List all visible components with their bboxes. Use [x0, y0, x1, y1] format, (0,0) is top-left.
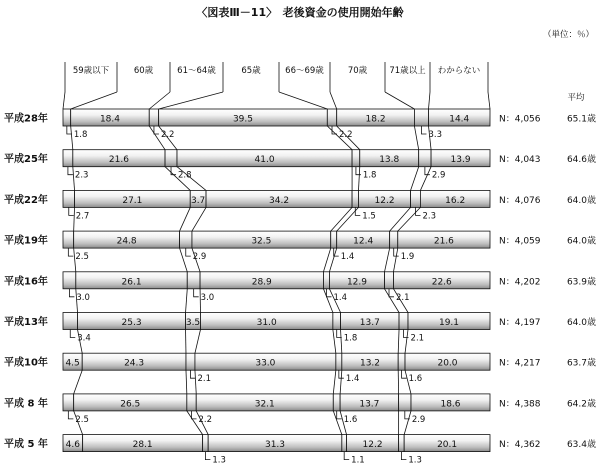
sample-size: N：4,056: [499, 114, 541, 125]
value-label: 2.9: [192, 252, 207, 263]
value-label: 12.4: [353, 236, 374, 247]
average-header: 平均: [567, 93, 585, 103]
value-label: 39.5: [232, 114, 254, 125]
callout-leader: [154, 126, 159, 134]
callout-leader: [326, 289, 331, 297]
value-label: 13.7: [359, 318, 380, 328]
value-label: 13.7: [359, 399, 380, 410]
connector-line: [390, 207, 411, 231]
bar-segment: [187, 394, 196, 411]
category-divider: [429, 92, 430, 109]
value-label: 16.2: [445, 195, 466, 206]
connector-line: [341, 330, 342, 354]
bar-segment: [333, 313, 341, 330]
value-label: 2.5: [75, 414, 89, 425]
category-divider: [71, 92, 117, 109]
bar-segment: [327, 109, 336, 126]
category-label: 70歳: [347, 66, 368, 76]
category-divider: [488, 92, 490, 109]
sample-size: N：4,388: [499, 399, 541, 410]
value-label: 3.0: [200, 292, 215, 303]
average-age: 65.1歳: [566, 114, 596, 125]
value-label: 21.6: [433, 236, 454, 247]
value-label: 34.2: [269, 195, 290, 206]
bar-segment: [399, 313, 408, 330]
category-divider: [279, 92, 327, 109]
connector-line: [74, 207, 75, 231]
connector-line: [186, 370, 187, 394]
bar-segment: [411, 190, 421, 207]
bar-segment: [63, 394, 74, 411]
callout-leader: [70, 330, 75, 338]
value-label: 32.5: [251, 236, 272, 247]
value-label: 28.9: [251, 277, 272, 288]
value-label: 1.3: [212, 455, 226, 464]
bar-segment: [63, 272, 76, 289]
bar-segment: [385, 272, 394, 289]
value-label: 26.1: [121, 277, 142, 288]
year-label: 平成10年: [4, 357, 48, 369]
value-label: 3.7: [190, 195, 206, 206]
callout-leader: [68, 167, 73, 175]
value-label: 12.2: [362, 440, 383, 451]
callout-leader: [194, 289, 199, 297]
value-label: 1.6: [343, 414, 358, 425]
callout-leader: [344, 452, 349, 460]
category-divider: [159, 92, 223, 109]
connector-line: [414, 126, 418, 150]
average-age: 63.4歳: [566, 440, 596, 451]
bar-segment: [165, 150, 177, 167]
connector-line: [405, 330, 408, 354]
bar-segment: [186, 353, 195, 370]
value-label: 19.1: [438, 318, 460, 328]
year-label: 平成28年: [4, 113, 48, 125]
value-label: 2.9: [431, 170, 446, 181]
value-label: 2.7: [75, 211, 90, 222]
value-label: 1.8: [73, 130, 88, 140]
bar-segment: [333, 394, 340, 411]
bar-segment: [63, 109, 71, 126]
value-label: 31.3: [264, 440, 286, 451]
bar-segment: [323, 272, 329, 289]
value-label: 1.8: [362, 170, 377, 181]
value-label: 2.8: [178, 170, 192, 181]
value-label: 22.6: [431, 277, 452, 288]
value-label: 18.4: [99, 114, 120, 125]
bar-segment: [390, 231, 398, 248]
callout-leader: [186, 248, 191, 256]
connector-line: [411, 167, 419, 191]
connector-line: [340, 370, 342, 394]
sample-size: N：4,059: [499, 236, 541, 247]
value-label: 1.4: [333, 292, 347, 303]
value-label: 1.4: [345, 374, 360, 385]
value-label: 2.2: [160, 130, 175, 140]
bar-segment: [63, 150, 73, 167]
value-label: 2.2: [198, 414, 213, 425]
value-label: 33.0: [255, 358, 276, 369]
value-label: 2.2: [339, 130, 353, 140]
connector-line: [420, 167, 431, 191]
bar-segment: [331, 231, 337, 248]
category-label: 66～69歳: [285, 66, 324, 76]
category-label: 65歳: [241, 66, 261, 76]
connector-line: [195, 370, 196, 394]
bar-segment: [63, 190, 75, 207]
callout-leader: [356, 167, 361, 175]
connector-line: [398, 207, 421, 231]
value-label: 3.5: [185, 318, 201, 328]
unit-label: （単位：％）: [542, 30, 594, 40]
bar-segment: [336, 353, 342, 370]
connector-line: [192, 207, 206, 231]
value-label: 2.1: [410, 333, 425, 344]
value-label: 2.9: [411, 414, 426, 425]
category-label: わからない: [437, 66, 481, 76]
value-label: 18.2: [365, 114, 386, 125]
callout-leader: [421, 126, 426, 134]
year-label: 平成13年: [4, 317, 48, 328]
category-label: 61～64歳: [177, 66, 216, 76]
bar-segment: [180, 231, 192, 248]
value-label: 12.2: [374, 195, 395, 206]
year-label: 平成22年: [4, 194, 48, 206]
value-label: 2.5: [75, 252, 89, 263]
average-age: 64.6歳: [566, 155, 596, 166]
bar-segment: [352, 150, 360, 167]
sample-size: N：4,202: [499, 277, 541, 288]
connector-line: [333, 411, 342, 435]
value-label: 2.3: [74, 170, 89, 181]
sample-size: N：4,076: [499, 195, 541, 206]
value-label: 24.3: [124, 358, 145, 369]
category-label: 59歳以下: [72, 66, 110, 76]
value-label: 20.1: [437, 440, 458, 451]
value-label: 13.2: [359, 358, 381, 369]
category-divider: [330, 92, 337, 109]
connector-line: [323, 248, 330, 272]
sample-size: N：4,197: [499, 318, 541, 328]
value-label: 13.8: [379, 155, 400, 166]
bar-segment: [63, 231, 74, 248]
value-label: 3.3: [428, 130, 442, 140]
value-label: 1.4: [340, 252, 355, 263]
value-label: 4.6: [65, 440, 80, 451]
connector-line: [393, 248, 397, 272]
bar-segment: [399, 394, 411, 411]
connector-line: [333, 370, 336, 394]
value-label: 12.9: [346, 277, 368, 288]
connector-line: [331, 207, 352, 231]
year-label: 平成25年: [4, 154, 48, 166]
callout-leader: [401, 452, 406, 460]
bar-segment: [414, 109, 428, 126]
callout-leader: [389, 289, 394, 297]
bar-segment: [203, 435, 209, 452]
bar-segment: [399, 435, 405, 452]
value-label: 4.5: [65, 358, 80, 369]
value-label: 21.6: [108, 155, 129, 166]
connector-line: [186, 289, 188, 313]
category-label: 60歳: [133, 66, 154, 76]
chart-title: 〈図表Ⅲ－11〉 老後資金の使用開始年齢: [196, 6, 404, 19]
value-label: 1.5: [362, 211, 376, 222]
average-age: 63.9歳: [566, 277, 596, 288]
connector-line: [180, 207, 191, 231]
value-label: 24.8: [116, 236, 137, 247]
callout-leader: [68, 411, 73, 419]
value-label: 3.4: [77, 333, 91, 344]
callout-leader: [192, 411, 197, 419]
value-label: 18.6: [440, 399, 461, 410]
value-label: 2.1: [197, 374, 211, 385]
sample-size: N：4,043: [499, 155, 541, 166]
bar-segment: [398, 353, 405, 370]
connector-line: [385, 248, 390, 272]
value-label: 1.3: [408, 455, 422, 464]
value-label: 41.0: [254, 155, 275, 166]
value-label: 25.3: [121, 318, 142, 328]
connector-line: [195, 330, 201, 354]
connector-line: [71, 126, 73, 150]
value-label: 31.0: [256, 318, 277, 328]
value-label: 14.4: [449, 114, 470, 125]
average-age: 64.0歳: [566, 236, 596, 247]
connector-line: [329, 248, 336, 272]
bar-segment: [149, 109, 158, 126]
average-age: 63.7歳: [566, 358, 596, 369]
value-label: 1.6: [408, 374, 423, 385]
year-label: 平成16年: [4, 276, 48, 288]
connector-line: [398, 330, 399, 354]
category-divider: [385, 92, 414, 109]
callout-leader: [205, 452, 210, 460]
value-label: 1.1: [351, 455, 365, 464]
value-label: 20.0: [437, 358, 458, 369]
connector-line: [333, 330, 336, 354]
sample-size: N：4,362: [499, 440, 541, 451]
year-label: 平成19年: [4, 235, 48, 247]
value-label: 2.3: [422, 211, 437, 222]
bar-segment: [419, 150, 431, 167]
value-label: 3.0: [76, 292, 90, 303]
value-label: 2.1: [396, 292, 410, 303]
year-label: 平成 8 年: [4, 398, 48, 410]
sample-size: N：4,217: [499, 358, 541, 369]
bar-segment: [342, 435, 347, 452]
average-age: 64.2歳: [566, 399, 596, 410]
bar-segment: [187, 272, 200, 289]
value-label: 32.1: [254, 399, 275, 410]
value-label: 1.9: [400, 252, 415, 263]
value-label: 1.8: [343, 333, 358, 344]
value-label: 26.5: [120, 399, 141, 410]
average-age: 64.0歳: [566, 318, 596, 328]
year-label: 平成 5 年: [4, 439, 48, 451]
value-label: 28.1: [132, 440, 153, 451]
average-age: 64.0歳: [566, 195, 596, 206]
category-label: 71歳以上: [389, 66, 426, 76]
callout-leader: [69, 207, 74, 215]
bar-segment: [63, 313, 78, 330]
callout-leader: [69, 289, 74, 297]
category-divider: [63, 92, 65, 109]
bar-segment: [352, 190, 358, 207]
value-label: 13.9: [450, 155, 471, 166]
value-label: 27.1: [122, 195, 143, 206]
callout-leader: [68, 248, 73, 256]
connector-line: [358, 167, 359, 191]
connector-line: [74, 370, 83, 394]
